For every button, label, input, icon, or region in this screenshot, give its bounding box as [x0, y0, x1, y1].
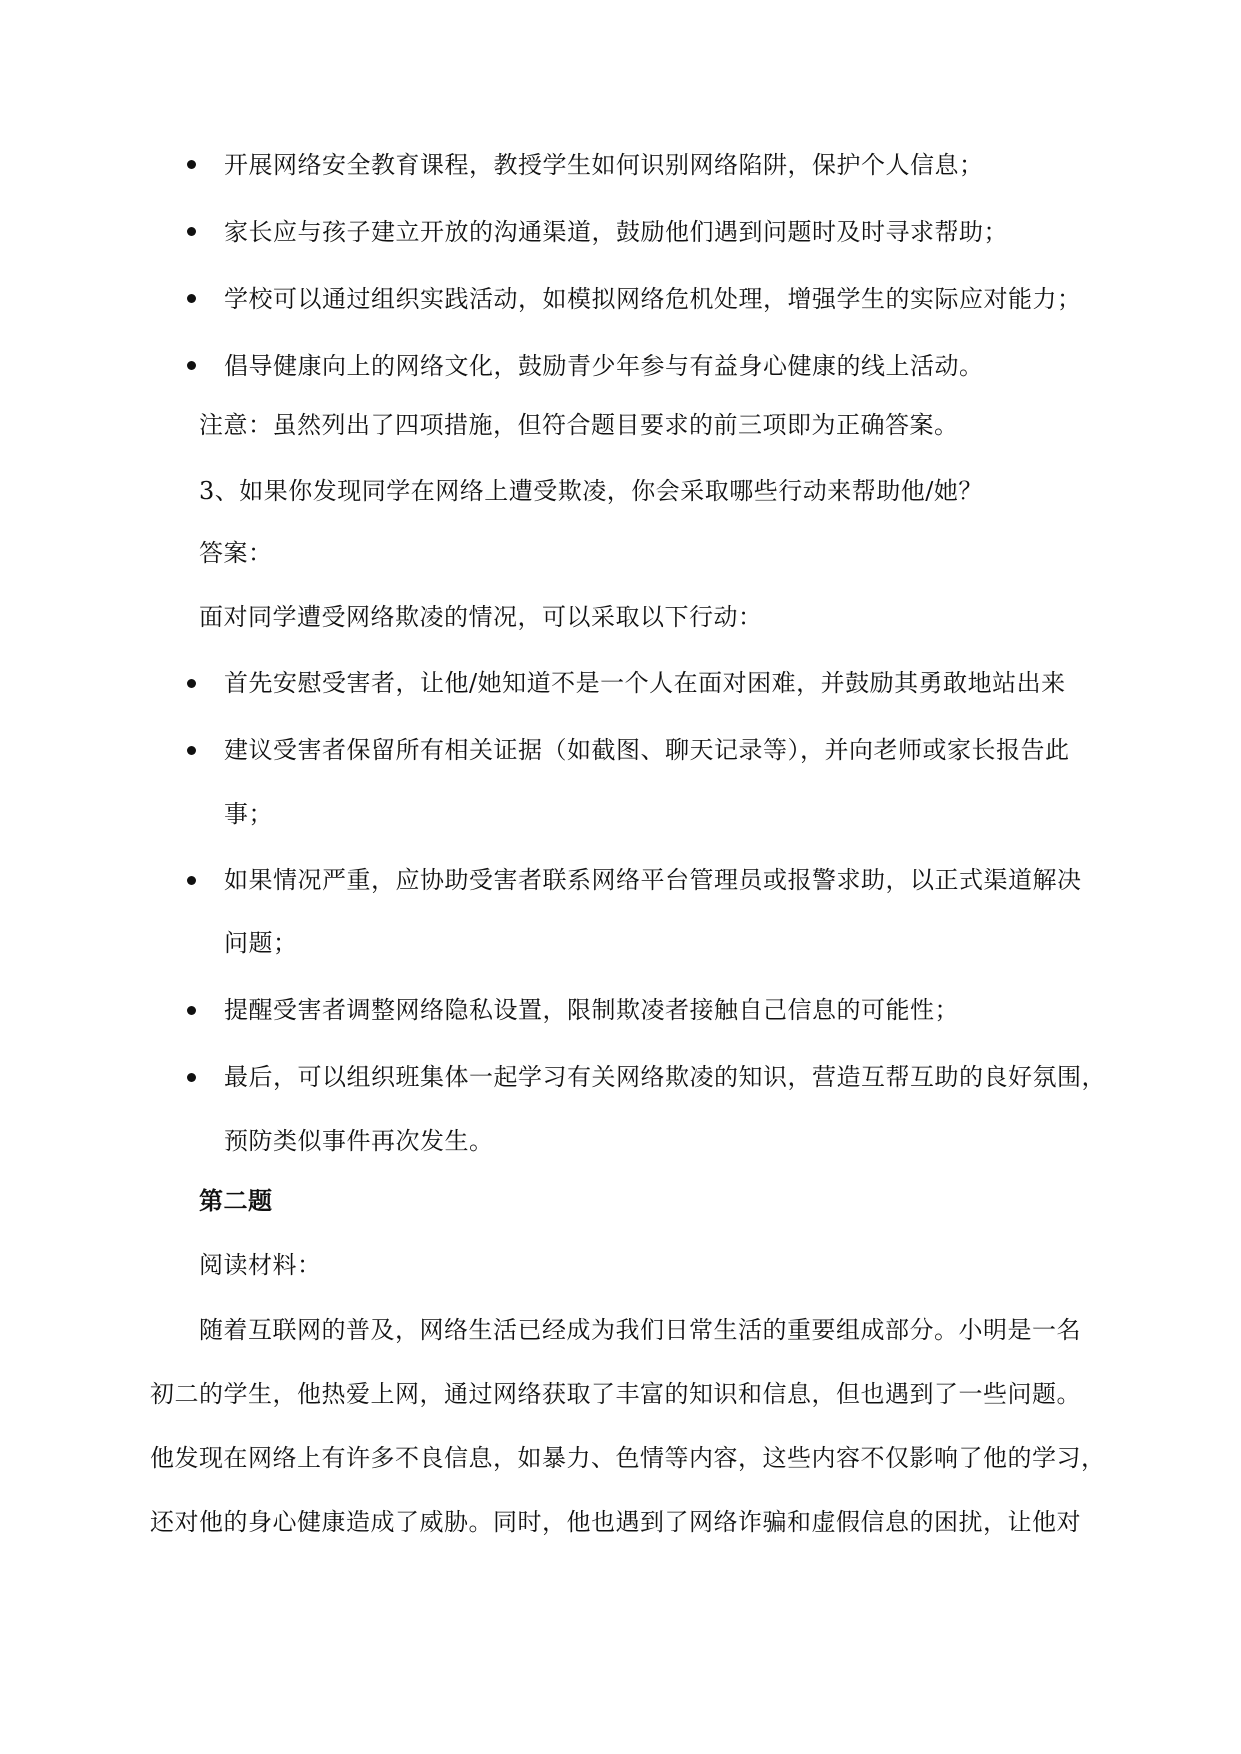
measure-bullet-3: 学校可以通过组织实践活动，如模拟网络危机处理，增强学生的实际应对能力；	[224, 285, 1082, 313]
action-bullet-2-line2: 事；	[224, 800, 273, 828]
answer-intro: 面对同学遭受网络欺凌的情况，可以采取以下行动：	[199, 603, 763, 631]
bullet-dot	[187, 876, 196, 885]
action-bullet-1-line1: 首先安慰受害者，让他/她知道不是一个人在面对困难，并鼓励其勇敢地站出来	[224, 669, 1066, 697]
measure-bullet-4: 倡导健康向上的网络文化，鼓励青少年参与有益身心健康的线上活动。	[224, 352, 984, 380]
paragraph-line-4: 还对他的身心健康造成了威胁。同时，他也遇到了网络诈骗和虚假信息的困扰，让他对	[150, 1508, 1081, 1536]
action-bullet-2-line1: 建议受害者保留所有相关证据（如截图、聊天记录等），并向老师或家长报告此	[224, 736, 1070, 764]
action-bullet-3-line2: 问题；	[224, 929, 298, 957]
paragraph-line-1: 随着互联网的普及，网络生活已经成为我们日常生活的重要组成部分。小明是一名	[199, 1316, 1081, 1344]
answer-note: 注意：虽然列出了四项措施，但符合题目要求的前三项即为正确答案。	[199, 411, 959, 439]
action-bullet-5-line2: 预防类似事件再次发生。	[224, 1127, 494, 1155]
bullet-dot	[187, 1006, 196, 1015]
bullet-dot	[187, 679, 196, 688]
reading-material-label: 阅读材料：	[199, 1251, 322, 1279]
action-bullet-3-line1: 如果情况严重，应协助受害者联系网络平台管理员或报警求助，以正式渠道解决	[224, 866, 1082, 894]
measure-bullet-2: 家长应与孩子建立开放的沟通渠道，鼓励他们遇到问题时及时寻求帮助；	[224, 218, 1008, 246]
bullet-dot	[187, 160, 196, 169]
bullet-dot	[187, 746, 196, 755]
action-bullet-4-line1: 提醒受害者调整网络隐私设置，限制欺凌者接触自己信息的可能性；	[224, 996, 959, 1024]
answer-label: 答案：	[199, 539, 273, 567]
paragraph-line-2: 初二的学生，他热爱上网，通过网络获取了丰富的知识和信息，但也遇到了一些问题。	[150, 1380, 1081, 1408]
paragraph-line-3: 他发现在网络上有许多不良信息，如暴力、色情等内容，这些内容不仅影响了他的学习，	[150, 1444, 1106, 1472]
bullet-dot	[187, 361, 196, 370]
question-3-prompt: 3、如果你发现同学在网络上遭受欺凌，你会采取哪些行动来帮助他/她？	[199, 477, 983, 505]
action-bullet-5-line1: 最后，可以组织班集体一起学习有关网络欺凌的知识，营造互帮互助的良好氛围，	[224, 1063, 1106, 1091]
measure-bullet-1: 开展网络安全教育课程，教授学生如何识别网络陷阱，保护个人信息；	[224, 151, 984, 179]
section-heading: 第二题	[199, 1187, 273, 1215]
bullet-dot	[187, 227, 196, 236]
bullet-dot	[187, 294, 196, 303]
bullet-dot	[187, 1073, 196, 1082]
